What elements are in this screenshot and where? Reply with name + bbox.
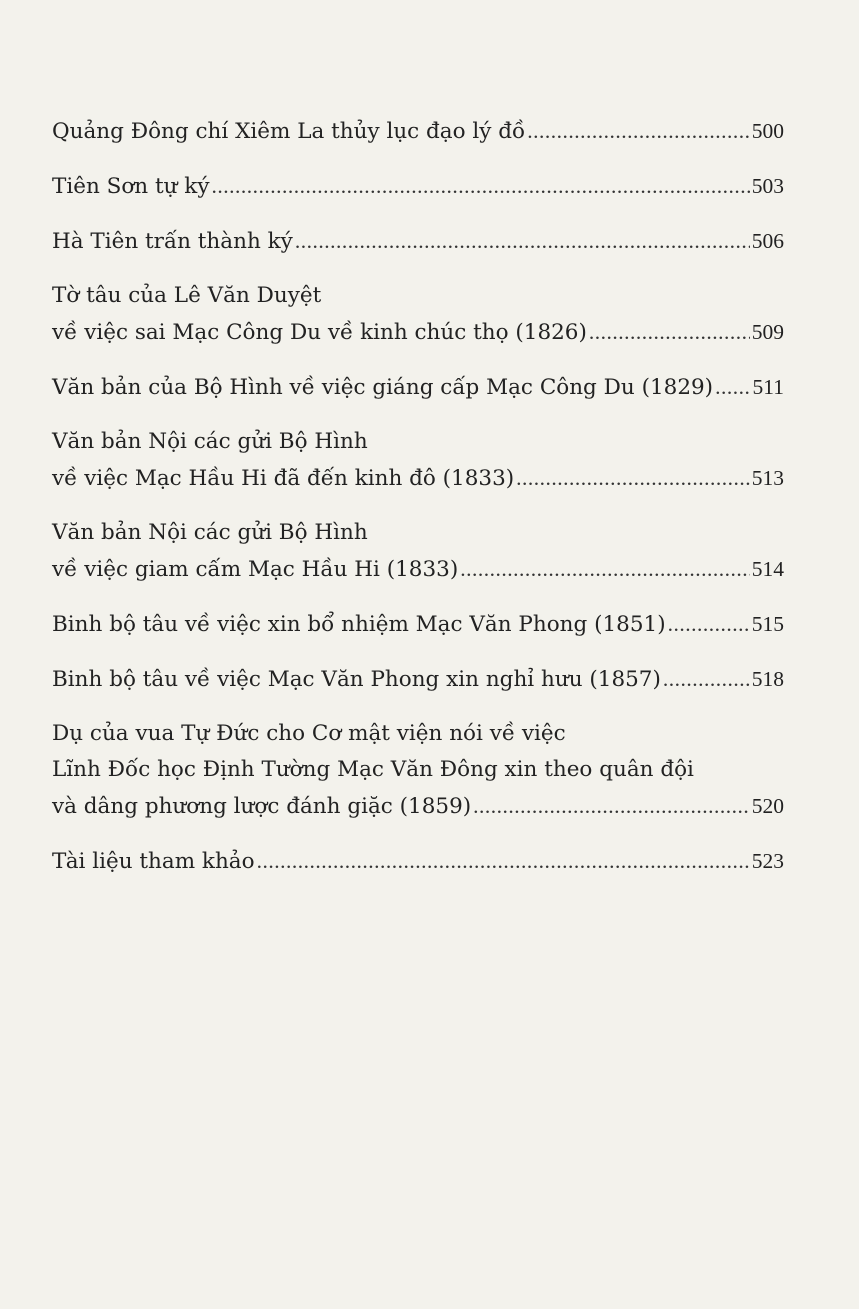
toc-page-number: 518	[751, 667, 784, 691]
toc-entry-last-line	[52, 314, 784, 351]
toc-entry[interactable]	[52, 716, 784, 825]
leader-dots	[527, 113, 750, 149]
toc-entry-last-line	[52, 606, 784, 643]
toc-entry-title: Binh bộ tâu về việc xin bổ nhiệm Mạc Văn Phong (1851)	[52, 612, 666, 637]
toc-page-number: 506	[751, 229, 784, 253]
leader-dots	[663, 661, 750, 697]
toc-entry-line: Dụ của vua Tự Đức cho Cơ mật viện nói về việc	[52, 721, 566, 746]
toc-page-number: 520	[751, 794, 784, 818]
toc-entry[interactable]	[52, 278, 784, 351]
toc-entry[interactable]	[52, 223, 784, 260]
toc-entry-title: về việc giam cấm Mạc Hầu Hi (1833)	[52, 557, 459, 582]
toc-entry[interactable]	[52, 515, 784, 588]
toc-entry-last-line	[52, 788, 784, 825]
toc-entry-title: về việc Mạc Hầu Hi đã đến kinh đô (1833)	[52, 466, 515, 491]
table-of-contents	[52, 113, 784, 880]
toc-entry-last-line	[52, 223, 784, 260]
toc-entry-last-line	[52, 661, 784, 698]
toc-page-number: 515	[751, 612, 784, 636]
toc-entry-last-line	[52, 168, 784, 205]
toc-entry[interactable]	[52, 168, 784, 205]
leader-dots	[257, 843, 750, 879]
toc-entry-last-line	[52, 843, 784, 880]
toc-entry-last-line	[52, 551, 784, 588]
leader-dots	[589, 314, 750, 350]
leader-dots	[295, 223, 750, 259]
toc-page-number: 509	[751, 320, 784, 344]
toc-entry[interactable]	[52, 113, 784, 150]
leader-dots	[715, 369, 750, 405]
toc-page-number: 514	[751, 557, 784, 581]
toc-entry-line: Tờ tâu của Lê Văn Duyệt	[52, 283, 322, 308]
leader-dots	[211, 168, 749, 204]
toc-entry-last-line	[52, 460, 784, 497]
toc-entry-title: Quảng Đông chí Xiêm La thủy lục đạo lý đồ	[52, 119, 526, 144]
toc-entry-line: Văn bản Nội các gửi Bộ Hình	[52, 429, 368, 454]
toc-entry-title: và dâng phương lược đánh giặc (1859)	[52, 794, 472, 819]
leader-dots	[460, 551, 750, 587]
toc-entry[interactable]	[52, 661, 784, 698]
leader-dots	[473, 788, 750, 824]
toc-entry-title: Hà Tiên trấn thành ký	[52, 229, 293, 254]
toc-page-number: 511	[752, 375, 784, 399]
toc-entry-title: Tiên Sơn tự ký	[52, 174, 210, 199]
toc-entry-title: Tài liệu tham khảo	[52, 849, 255, 874]
toc-entry-line: Văn bản Nội các gửi Bộ Hình	[52, 520, 368, 545]
leader-dots	[516, 460, 750, 496]
toc-entry[interactable]	[52, 424, 784, 497]
toc-entry-title: Văn bản của Bộ Hình về việc giáng cấp Mạc Công Du (1829)	[52, 375, 714, 400]
toc-entry-title: về việc sai Mạc Công Du về kinh chúc thọ (1826)	[52, 320, 587, 345]
toc-entry-last-line	[52, 113, 784, 150]
toc-entry-title: Binh bộ tâu về việc Mạc Văn Phong xin nghỉ hưu (1857)	[52, 667, 661, 692]
toc-entry[interactable]	[52, 843, 784, 880]
toc-page-number: 513	[751, 466, 784, 490]
toc-entry-line: Lĩnh Đốc học Định Tường Mạc Văn Đông xin theo quân đội	[52, 757, 694, 782]
toc-entry-last-line	[52, 369, 784, 406]
toc-page-number: 500	[751, 119, 784, 143]
leader-dots	[668, 606, 750, 642]
toc-entry[interactable]	[52, 606, 784, 643]
toc-entry[interactable]	[52, 369, 784, 406]
toc-page-number: 503	[751, 174, 784, 198]
toc-page-number: 523	[751, 849, 784, 873]
